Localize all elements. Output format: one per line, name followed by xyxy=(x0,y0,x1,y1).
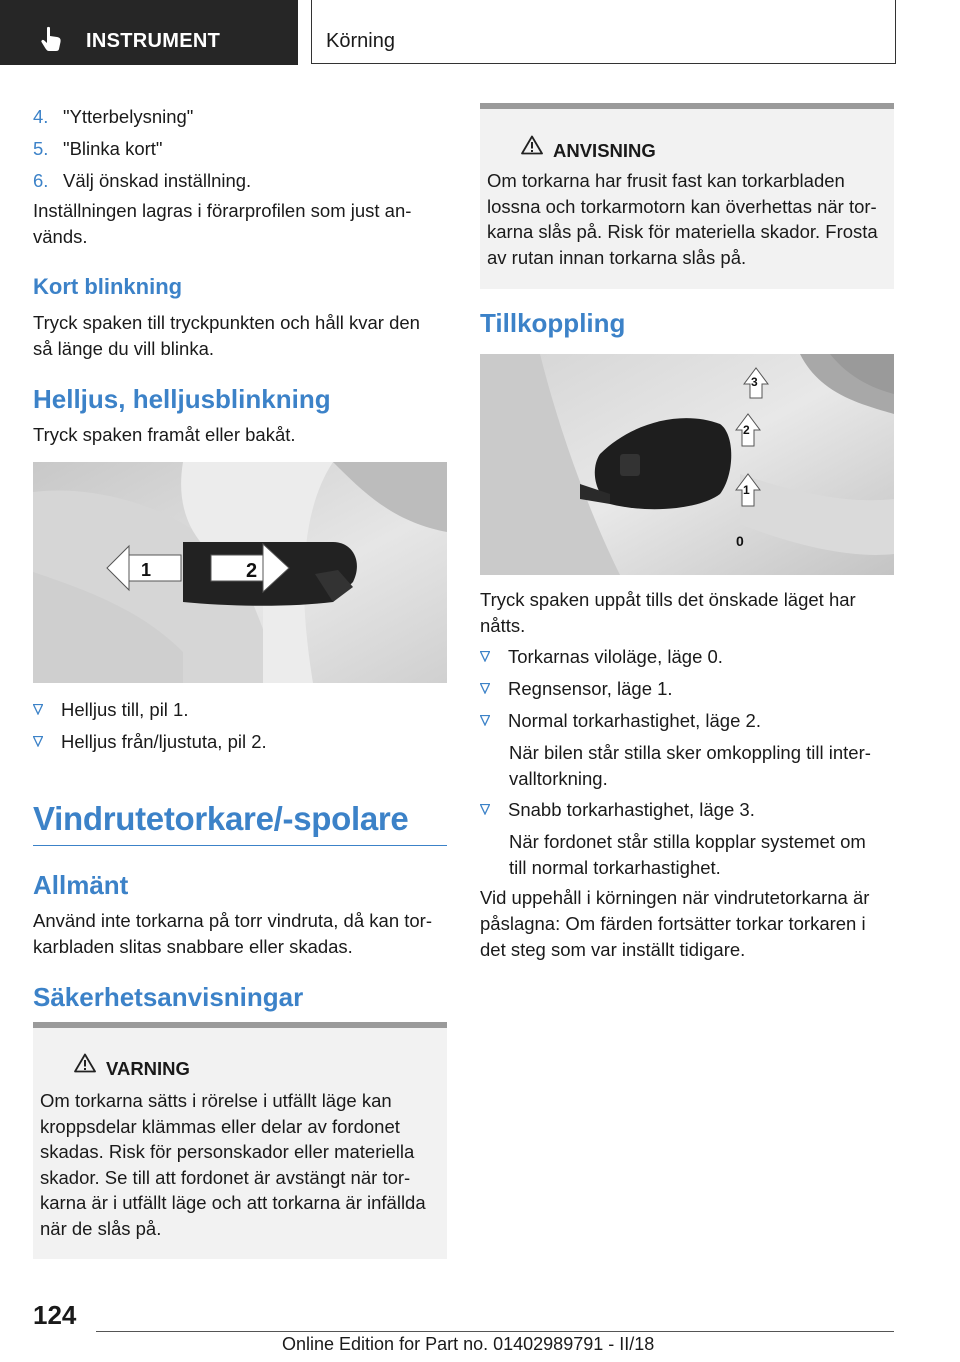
paragraph-line: karbladen slitas snabbare eller skadas. xyxy=(33,936,353,957)
paragraph xyxy=(33,310,420,362)
allmant-heading: Allmänt xyxy=(33,870,129,900)
paragraph xyxy=(480,885,869,963)
arrow-2-label: 2 xyxy=(246,560,258,582)
paragraph-line: nåtts. xyxy=(480,615,526,636)
tab-instrument[interactable] xyxy=(0,0,298,65)
list-text: Torkarnas viloläge, läge 0. xyxy=(508,646,723,667)
list-text: "Blinka kort" xyxy=(63,138,163,159)
notice-body xyxy=(487,168,878,270)
triangle-bullet-icon xyxy=(33,736,43,747)
list-text: Helljus till, pil 1. xyxy=(61,699,189,720)
tab-instrument-label: INSTRUMENT xyxy=(86,30,221,52)
position-0-label: 0 xyxy=(736,533,744,549)
section-title: Vindrutetorkare/-spolare xyxy=(33,800,409,837)
paragraph-line: av rutan innan torkarna slås på. xyxy=(487,246,747,268)
triangle-bullet-icon xyxy=(480,651,490,662)
headlight-lever-image xyxy=(33,462,447,683)
paragraph-line: När fordonet står stilla kopplar systemet om xyxy=(509,831,866,852)
warning-body xyxy=(40,1088,426,1241)
paragraph xyxy=(33,908,432,960)
paragraph-line: när de slås på. xyxy=(40,1217,162,1239)
list-text: Välj önskad inställning. xyxy=(63,170,252,191)
footer-divider xyxy=(96,1331,894,1332)
list-number: 6. xyxy=(33,170,49,191)
wiper-lever-image xyxy=(480,354,894,575)
warning-title: VARNING xyxy=(106,1058,190,1079)
paragraph-line: Tryck spaken uppåt tills det önskade läget har xyxy=(480,589,856,610)
helljus-text: Tryck spaken framåt eller bakåt. xyxy=(33,424,296,445)
tab-korning-label: Körning xyxy=(326,30,395,52)
list-text: "Ytterbelysning" xyxy=(63,106,194,127)
paragraph xyxy=(33,198,411,250)
footer-edition: Online Edition for Part no. 01402989791 - II/18 xyxy=(282,1334,655,1354)
triangle-bullet-icon xyxy=(480,804,490,815)
paragraph xyxy=(480,587,856,639)
paragraph-line: karna är i utfällt läge och att torkarna är infällda xyxy=(40,1192,426,1213)
paragraph-line: till normal torkarhastighet. xyxy=(509,857,721,878)
triangle-bullet-icon xyxy=(33,704,43,715)
paragraph-line: så länge du vill blinka. xyxy=(33,338,214,359)
warning-box xyxy=(33,1022,447,1259)
helljus-heading: Helljus, helljusblinkning xyxy=(33,384,331,414)
paragraph-line: Använd inte torkarna på torr vindruta, då kan tor‐ xyxy=(33,910,432,931)
paragraph-line: valltorkning. xyxy=(509,768,608,789)
list-text: Snabb torkarhastighet, läge 3. xyxy=(508,799,755,820)
paragraph-line: det steg som var inställt tidigare. xyxy=(480,939,746,960)
page-number: 124 xyxy=(33,1300,77,1330)
position-3-label: 3 xyxy=(751,375,758,389)
triangle-bullet-icon xyxy=(480,683,490,694)
triangle-bullet-icon xyxy=(480,715,490,726)
paragraph-line: kroppsdelar klämmas eller delar av fordonet xyxy=(40,1115,400,1137)
paragraph-line: lossna och torkarmotorn kan överhettas när tor‐ xyxy=(487,195,877,217)
list-text: Helljus från/ljustuta, pil 2. xyxy=(61,731,267,752)
paragraph-line: Tryck spaken till tryckpunkten och håll kvar den xyxy=(33,312,420,333)
arrow-1-label: 1 xyxy=(141,560,152,580)
kort-blinkning-heading: Kort blinkning xyxy=(33,274,183,299)
list-subtext xyxy=(509,829,866,881)
list-number: 5. xyxy=(33,138,49,159)
notice-box xyxy=(480,103,894,289)
warning-triangle-icon xyxy=(74,1053,96,1073)
paragraph-line: skador. Se till att fordonet är avstängt när tor‐ xyxy=(40,1166,411,1188)
section-divider xyxy=(33,845,447,846)
paragraph-line: karna slås på. Risk för materiella skador. Frosta xyxy=(487,221,878,242)
warning-triangle-icon xyxy=(521,135,543,155)
list-subtext xyxy=(509,740,871,792)
position-2-label: 2 xyxy=(743,423,750,437)
paragraph-line: Om torkarna sätts i rörelse i utfällt läge kan xyxy=(40,1090,392,1111)
list-text: Regnsensor, läge 1. xyxy=(508,678,673,699)
paragraph-line: Inställningen lagras i förarprofilen som just an‐ xyxy=(33,200,412,221)
tillkoppling-heading: Tillkoppling xyxy=(480,308,626,338)
paragraph-line: Vid uppehåll i körningen när vindrutetorkarna är xyxy=(480,887,870,908)
paragraph-line: skadas. Risk för personskador eller materiella xyxy=(40,1141,415,1162)
position-1-label: 1 xyxy=(743,483,750,497)
list-number: 4. xyxy=(33,106,49,127)
list-text: Normal torkarhastighet, läge 2. xyxy=(508,710,761,731)
paragraph-line: påslagna: Om färden fortsätter torkar torkaren i xyxy=(480,913,866,934)
safety-heading: Säkerhetsanvisningar xyxy=(33,982,304,1012)
hand-pointer-icon xyxy=(40,26,62,52)
tab-korning[interactable] xyxy=(311,0,896,64)
notice-title: ANVISNING xyxy=(553,140,656,161)
paragraph-line: vänds. xyxy=(33,226,88,247)
paragraph-line: Om torkarna har frusit fast kan torkarbladen xyxy=(487,170,845,191)
paragraph-line: När bilen står stilla sker omkoppling till inter‐ xyxy=(509,742,871,763)
